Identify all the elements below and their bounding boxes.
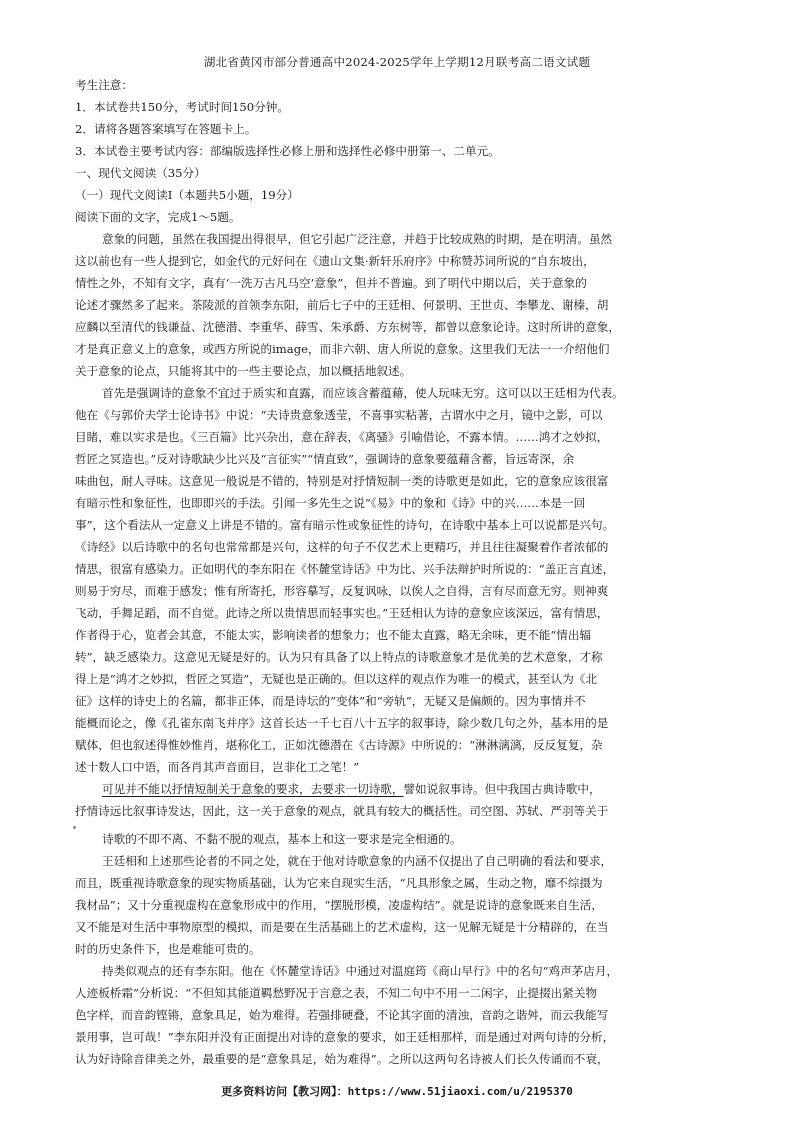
underlined-sentence-line <box>75 778 723 800</box>
passage-line: 目睹，难以实求是也。《三百篇》比兴杂出，意在辞表，《离骚》引喻借论，不露本情。……鸿才之妙拟， <box>75 430 609 444</box>
reading-instruction: 阅读下面的文字，完成1～5题。 <box>75 210 241 224</box>
notice-item: 2．请将各题答案填写在答题卡上。 <box>75 122 257 136</box>
passage-line: 意象的问题，虽然在我国提出得很早，但它引起广泛注意，并趋于比较成熟的时期，是在明清。虽然 <box>102 232 613 246</box>
passage-line: 论述才骤然多了起来。茶陵派的首领李东阳，前后七子中的王廷相、何景明、王世贞、李攀龙、谢榛，胡 <box>75 298 609 312</box>
passage-line: 认为好诗除音律美之外，最重要的是“意象具足，始为难得”。之所以这两句名诗被人们长久传诵而不衰， <box>75 1052 609 1066</box>
passage-part-1 <box>75 228 723 822</box>
passage-line: 诗歌的不即不离、不黏不脱的观点，基本上和这一要求是完全相通的。 <box>102 832 462 846</box>
passage-line: 则易于穷尽，而难于感发；惟有所寄托，形容摹写，反复讽咏，以俟人之自得，言有尽而意无穷。则神爽 <box>75 584 609 598</box>
passage-line: 情性之外，不知有文字，真有‘一洗万古凡马空’意象”，但并不普遍。到了明代中期以后，关于意象的 <box>75 276 587 290</box>
page-title: 湖北省黄冈市部分普通高中2024-2025学年上学期12月联考高二语文试题 <box>203 55 591 69</box>
passage-line: 才是真正意义上的意象，或西方所说的image，而非六朝、唐人所说的意象。这里我们无法一一介绍他们 <box>75 342 610 356</box>
passage-line: 而且，既重视诗歌意象的现实物质基础，认为它来自现实生活，“凡具形象之属，生动之物，靡不综摄为 <box>75 876 603 890</box>
passage-line: 又不能是对生活中事物原型的模拟，而是要在生活基础上的艺术虚构，这一见解无疑是十分精辟的，在当 <box>75 920 609 934</box>
passage-line: 哲匠之冥造也。”反对诗歌缺少比兴及“言征实”“情直致”，强调诗的意象要蕴藉含蓄，旨远寄深，余 <box>75 452 575 466</box>
passage-line: 飞动，手舞足蹈，而不自觉。此诗之所以贵情思而轻事实也。”王廷相认为诗的意象应该深远，富有情思， <box>75 606 609 620</box>
passage-line: 《诗经》以后诗歌中的名句也常常都是兴句，这样的句子不仅艺术上更精巧，并且往往凝聚着作者浓郁的 <box>75 540 609 554</box>
exam-header <box>75 74 723 228</box>
passage-line: 景用事，岂可哉！”李东阳并没有正面提出对诗的意象的要求，如王廷相那样，而是通过对两句诗的分析， <box>75 1030 615 1044</box>
passage-line: 赋体，但也叙述得惟妙惟肖，堪称化工，正如沈德潜在《古诗源》中所说的：“淋淋漓漓，反反复复，杂 <box>75 738 603 752</box>
passage-line: 这以前也有一些人提到它，如金代的元好问在《遗山文集·新轩乐府序》中称赞苏词所说的“自东坡出， <box>75 254 595 268</box>
passage-line: 他在《与郭价夫学士论诗书》中说：“夫诗贵意象透莹，不喜事实粘著，古谓水中之月，镜中之影，可以 <box>75 408 603 422</box>
passage-line: 关于意象的论点，只能将其中的一些主要论点，加以概括地叙述。 <box>75 364 412 378</box>
passage-line: 情思，很富有感染力。正如明代的李东阳在《怀麓堂诗话》中为比、兴手法辩护时所说的：“盖正言直述， <box>75 562 615 576</box>
passage-line: 能概而论之，像《孔雀东南飞并序》这首长达一千七百八十五字的叙事诗，除少数几句之外，基本用的是 <box>75 716 609 730</box>
underlined-text: 可见并不能以抒情短制关于意象的要求，去要求一切诗歌， <box>102 782 404 796</box>
passage-line: 时的历史条件下，也是难能可贵的。 <box>75 942 261 956</box>
passage-line: 述十数人口中语，而各肖其声音面目，岂非化工之笔！” <box>75 760 360 774</box>
passage-line: 事”，这个看法从一定意义上讲是不错的。富有暗示性或象征性的诗句，在诗歌中基本上可以说都是兴句。 <box>75 518 615 532</box>
passage-line: 抒情诗远比叙事诗发达，因此，这一关于意象的观点，就具有较大的概括性。司空图、苏轼、严羽等关于 <box>75 804 609 818</box>
passage-line: 持类似观点的还有李东阳。他在《怀麓堂诗话》中通过对温庭筠《商山早行》中的名句“鸡声茅店月， <box>102 964 619 978</box>
passage-line: 首先是强调诗的意象不宜过于质实和直露，而应该含蓄蕴藉，使人玩味无穷。这可以以王廷相为代表。 <box>102 386 624 400</box>
notice-header: 考生注意： <box>75 78 133 92</box>
passage-line: 王廷相和上述那些论者的不同之处，就在于他对诗歌意象的内涵不仅提出了自己明确的看法和要求， <box>102 854 613 868</box>
passage-part-2 <box>75 828 723 1070</box>
passage-line: 作者得于心，览者会其意，不能太实，影响读者的想象力；也不能太直露，略无余味，更不能“情出辐 <box>75 628 592 642</box>
underline-tail-text: 譬如说叙事诗。但中我国古典诗歌中， <box>403 782 601 796</box>
footer-link[interactable]: 更多资料访问【教习网】：https://www.51jiaoxi.com/u/2195370 <box>221 1085 573 1098</box>
section-heading: 一、现代文阅读（35分） <box>75 166 206 180</box>
passage-line: 有暗示性和象征性，也即即兴的手法。引闻一多先生之说“《易》中的象和《诗》中的兴……本是一回 <box>75 496 586 510</box>
notice-item: 3．本试卷主要考试内容：部编版选择性必修上册和选择性必修中册第一、二单元。 <box>75 144 500 158</box>
passage-line: 得上是“鸿才之妙拟，哲匠之冥造”，无疑也是正确的。但以这样的观点作为唯一的模式，甚至认为《北 <box>75 672 597 686</box>
passage-line: 应麟以至清代的钱谦益、沈德潜、李重华、薛雪、朱承爵、方东树等，都曾以意象论诗。这时所讲的意象， <box>75 320 620 334</box>
passage-line: 味曲包，耐人寻味。这意见一般说是不错的，特别是对抒情短制一类的诗歌更是如此，它的意象应该很富 <box>75 474 609 488</box>
notice-item: 1．本试卷共150分，考试时间150分钟。 <box>75 100 289 114</box>
subsection-heading: （一）现代文阅读Ⅰ（本题共5小题，19分） <box>75 188 299 202</box>
passage-line: 征》这样的诗史上的名篇，都非正体，而是诗坛的“变体”和“旁轨”，无疑又是偏颇的。因为事情并不 <box>75 694 586 708</box>
passage-line: 人迹板桥霜”分析说：“不但知其能道羁愁野况于言意之表，不知二句中不用一二闲字，止提掇出紧关物 <box>75 986 597 1000</box>
passage-line: 转”，缺乏感染力。这意见无疑是好的。认为只有具备了以上特点的诗歌意象才是优美的艺术意象，才称 <box>75 650 603 664</box>
passage-line: 色字样，而音韵铿锵，意象具足，始为难得。若强排硬叠，不论其字面的清浊，音韵之谐舛，而云我能写 <box>75 1008 609 1022</box>
passage-line: 我材品”；又十分重视虚构在意象形成中的作用，“摆脱形模，凌虚构结”。就是说诗的意象既来自生活， <box>75 898 603 912</box>
